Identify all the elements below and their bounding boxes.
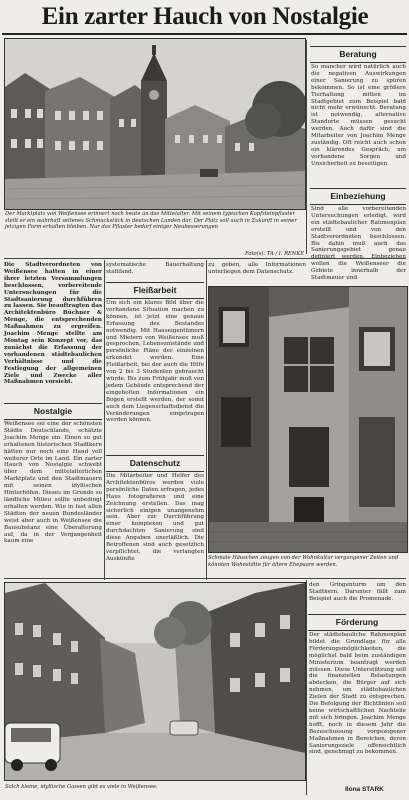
- intro-paragraph: Die Stadtverordneten von Weißensee hatten in einer ihrer letzten Versammlungen beschlossen, vorbereitende Untersuchungen für die Stadtsanierung durchführen zu lassen. Sie beauftragten das Architektenbüro Büchner & Menge, die entsprechenden Maßnahmen zu ergreifen. Joachim Menge stellte am Montag sein Konzept vor, das zunächst die Erfassung der vorhandenen städtebaulichen Verhältnisse und die Festlegung der allgemeinen Ziele und Zwecke aller Maßnahmen vorsieht.: [4, 262, 102, 386]
- section-body-beratung: So mancher wird natürlich auch die negativen Auswirkungen einer Sanierung zu spüren bekommen. So ist eine größere Tierhaltung mitten im Stadtgebiet zum Beispiel bald nicht mehr erwünscht. Beratung ist notwendig, alternative Standorte müssen gesucht werden. Auch dafür sind die Mitarbeiter von Joachim Menge zuständig. Oft reicht auch schon ein klärendes Gespräch, um vorhandene Sorgen und Unsicherheit zu beseitigen.: [311, 64, 406, 167]
- section-body-einbeziehung: Sind alle vorbereitenden Untersuchungen erledigt, wird ein städtebaulicher Rahmenplan erstellt und von den Stadtverordneten beschlossen. Bis dahin muß auch das Sanierungsgebiet genau wollen die Weißenseer die Gebiete innerhalb der Stadtmauer und: [311, 206, 406, 282]
- section-heading-einbeziehung: Einbeziehung: [310, 188, 406, 205]
- column-divider: [206, 260, 207, 580]
- section-heading-nostalgie: Nostalgie: [4, 403, 102, 420]
- section-heading-beratung: Beratung: [310, 46, 406, 63]
- column-divider: [306, 40, 307, 254]
- top-photo-caption: Der Marktplatz von Weißensee erinnert noch heute an das Mittelalter. Mit seinem typischen Kopfsteinpflaster stellt er ein wahrhaft seltenes Schmuckstück in deutschen Landen dar. Der Platz soll auch in Zukunft in seiner jetzigen Form erhalten bleiben. Nur das Pflaster bedarf einiger Neubesserungen: [5, 211, 297, 231]
- section-body-continuation: den Gringenturm um den Stadtkern. Darunter fällt zum Beispiel auch die Promenade.: [309, 582, 406, 602]
- bottom-photo-caption: Solch kleine, idyllische Gassen gibt es viele in Weißensee.: [5, 784, 158, 790]
- marketplace-photo: [4, 38, 306, 210]
- headline-rule: [2, 33, 407, 35]
- section-divider: [4, 578, 406, 579]
- middle-photo-caption: Schmale Häuschen zeugen von der Wohnkultur vergangener Zeiten und könnten Wohnstätte für ältere Ehepaare werden.: [208, 555, 399, 568]
- middle-continuation-text: systematische Bauerhaltung stattfand.: [106, 262, 204, 275]
- narrow-houses-photo: [208, 286, 408, 553]
- column-divider: [306, 580, 307, 795]
- right-continuation-text: zu geben, alle Informationen unterliegen dem Datenschutz.: [208, 262, 306, 275]
- section-body-datenschutz: Die Mitarbeiter und Helfer des Architektenbüros werden viele persönliche Daten erfragen, jedes Haus fotografieren und eine Zeichnung erstellen. Das mag sicherlich einigen unangenehm sein. Aber zur Durchführung einer komplexen und gut durchdachten Sanierung sind diese Angaben unerläßlich. Die Betroffenen sind auch gesetzlich verpflichtet, die verlangten Auskünfte: [106, 473, 204, 562]
- section-divider: [4, 258, 406, 259]
- column-divider: [104, 260, 105, 580]
- section-heading-foerderung: Förderung: [308, 614, 406, 631]
- section-body-nostalgie: Weißensee sei eine der schönsten Städte Deutschlands, schätzte Joachim Menge ein. Einen so gut erhaltenen historischen Stadtkern hätten nur noch eine Hand voll weiterer Orte im Land. Ein zarter Hauch von Nostalgie schwebt über dem mittelalterlichen Marktplatz und den Stadtmauern mit seinen idyllischen Hinterhöfen. Dieses im Grunde so ländliche Milieu sollte unbedingt erhalten werden. Wie in fast allen Städten der neuen Bundesländer weist aber auch in Weißensee die Bausubstanz eine Überalterung auf, da in der Vergangenheit kaum eine: [4, 421, 102, 545]
- alley-photo: [4, 582, 306, 781]
- author-signature: Ilona STARK: [345, 786, 384, 793]
- section-body-fleissarbeit: Um sich ein klares Bild über die vorhandene Situation machen zu können, ist jetzt eine genaue Erfassung des Bestandes notwendig. Mit Hauseigentümern und Mietern von Weißensee muß gesprochen, Lebensumstände und persönliche Pläne der einzelnen erkundet werden. Eine Fleißarbeit, bei der auch die Hilfe von 2 bis 3 Studenten gebraucht würde. Bis zum Frühjahr muß von jedem Gebäude entsprechend der eingeholten Informationen ein Bogen erstellt werden, der somit auch dem Liegenschaftsdienst die Veränderungen eingetragen werden können.: [106, 300, 204, 424]
- section-heading-datenschutz: Datenschutz: [106, 455, 204, 472]
- top-photo-credit: Foto(s): TA / I. RENKE: [245, 251, 304, 257]
- headline: Ein zarter Hauch von Nostalgie: [41, 3, 369, 30]
- section-body-foerderung: Der städtebauliche Rahmenplan bildet die Grundlage für alle Förderungsmöglichkeiten, die möglichst bald beim zuständigen Ministerium beantragt werden müssen. Diese Unterstützung soll die finanziellen Belastungen abdecken, die Bürger auf sich nehmen, um städtebaulichen Zielen der Stadt zu entsprechen. Die Befolgung der Richtlinien soll keine wirtschaftlichen Nachteile mit sich bringen. Joachim Menge hofft, noch in diesem Jahr die Bezuschussung vorgezogener Maßnahmen in Bereichen, deren Sanierungsziele offensichtlich sind, genehmigt zu bekommen.: [309, 632, 406, 756]
- section-heading-fleissarbeit: Fleißarbeit: [106, 282, 204, 299]
